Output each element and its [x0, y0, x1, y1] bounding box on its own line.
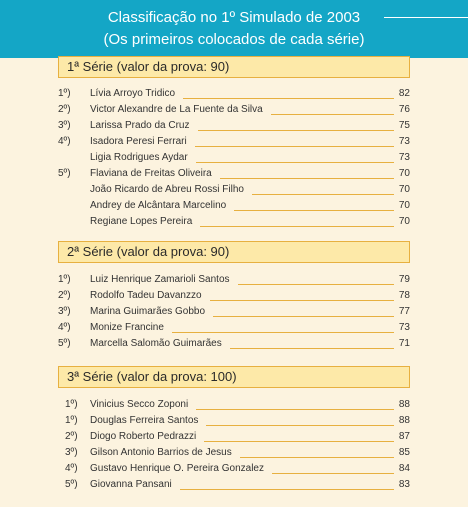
leader-line: [200, 226, 394, 227]
leader-line: [198, 130, 394, 131]
score-value: 73: [398, 322, 410, 333]
rank-label: 1º): [65, 399, 78, 410]
ranking-row: [0, 305, 468, 321]
ranking-row: [0, 183, 468, 199]
section-header-1: [58, 56, 410, 78]
student-name: João Ricardo de Abreu Rossi Filho: [90, 184, 244, 195]
score-value: 83: [398, 479, 410, 490]
section-header-3: [58, 366, 410, 388]
leader-line: [206, 425, 394, 426]
score-value: 85: [398, 447, 410, 458]
ranking-row: [0, 273, 468, 289]
rank-label: 2º): [58, 104, 71, 115]
rank-label: 2º): [65, 431, 78, 442]
leader-line: [196, 409, 394, 410]
ranking-row: [0, 151, 468, 167]
rank-label: 3º): [65, 447, 78, 458]
student-name: Flaviana de Freitas Oliveira: [90, 168, 212, 179]
leader-line: [172, 332, 394, 333]
rank-label: 1º): [65, 415, 78, 426]
ranking-row: [0, 87, 468, 103]
ranking-row: [0, 321, 468, 337]
student-name: Gustavo Henrique O. Pereira Gonzalez: [90, 463, 264, 474]
score-value: 70: [398, 184, 410, 195]
leader-line: [213, 316, 394, 317]
score-value: 70: [398, 200, 410, 211]
ranking-row: [0, 199, 468, 215]
score-value: 87: [398, 431, 410, 442]
ranking-row: [0, 478, 468, 494]
score-value: 82: [398, 88, 410, 99]
leader-line: [180, 489, 394, 490]
banner-title: Classificação no 1º Simulado de 2003: [107, 9, 361, 26]
section-title: 3ª Série (valor da prova: 100): [67, 369, 237, 384]
score-value: 78: [398, 290, 410, 301]
rank-label: 5º): [58, 338, 71, 349]
leader-line: [210, 300, 394, 301]
ranking-row: [0, 289, 468, 305]
rank-label: 4º): [65, 463, 78, 474]
rank-label: 4º): [58, 322, 71, 333]
leader-line: [272, 473, 394, 474]
student-name: Vinicius Secco Zoponi: [90, 399, 189, 410]
section-title: 1ª Série (valor da prova: 90): [67, 59, 230, 74]
rank-label: 1º): [58, 274, 71, 285]
ranking-row: [0, 337, 468, 353]
leader-line: [271, 114, 394, 115]
score-value: 71: [398, 338, 410, 349]
student-name: Marcella Salomão Guimarães: [90, 338, 222, 349]
rank-label: 5º): [58, 168, 71, 179]
student-name: Diogo Roberto Pedrazzi: [90, 431, 197, 442]
score-value: 84: [398, 463, 410, 474]
leader-line: [196, 162, 394, 163]
banner-divider: [384, 17, 468, 18]
rank-label: 2º): [58, 290, 71, 301]
student-name: Monize Francine: [90, 322, 164, 333]
score-value: 75: [398, 120, 410, 131]
section-title: 2ª Série (valor da prova: 90): [67, 244, 230, 259]
leader-line: [204, 441, 394, 442]
score-value: 79: [398, 274, 410, 285]
header-banner: [0, 0, 468, 58]
score-value: 73: [398, 136, 410, 147]
ranking-row: [0, 414, 468, 430]
student-name: Larissa Prado da Cruz: [90, 120, 190, 131]
student-name: Giovanna Pansani: [90, 479, 172, 490]
score-value: 88: [398, 415, 410, 426]
rank-label: 4º): [58, 136, 71, 147]
ranking-row: [0, 398, 468, 414]
student-name: Lívia Arroyo Tridico: [90, 88, 176, 99]
leader-line: [230, 348, 394, 349]
rank-label: 3º): [58, 306, 71, 317]
score-value: 76: [398, 104, 410, 115]
rank-label: 1º): [58, 88, 71, 99]
ranking-row: [0, 167, 468, 183]
rank-label: 3º): [58, 120, 71, 131]
student-name: Douglas Ferreira Santos: [90, 415, 199, 426]
leader-line: [238, 284, 394, 285]
ranking-row: [0, 446, 468, 462]
score-value: 70: [398, 168, 410, 179]
student-name: Regiane Lopes Pereira: [90, 216, 193, 227]
leader-line: [195, 146, 394, 147]
leader-line: [183, 98, 394, 99]
ranking-row: [0, 135, 468, 151]
ranking-row: [0, 430, 468, 446]
leader-line: [240, 457, 394, 458]
ranking-row: [0, 462, 468, 478]
rank-label: 5º): [65, 479, 78, 490]
ranking-row: [0, 103, 468, 119]
student-name: Gilson Antonio Barrios de Jesus: [90, 447, 232, 458]
score-value: 77: [398, 306, 410, 317]
score-value: 70: [398, 216, 410, 227]
student-name: Ligia Rodrigues Aydar: [90, 152, 188, 163]
banner-subtitle: (Os primeiros colocados de cada série): [103, 31, 365, 48]
leader-line: [234, 210, 394, 211]
student-name: Luiz Henrique Zamarioli Santos: [90, 274, 230, 285]
student-name: Marina Guimarães Gobbo: [90, 306, 206, 317]
ranking-row: [0, 119, 468, 135]
ranking-row: [0, 215, 468, 231]
student-name: Isadora Peresi Ferrari: [90, 136, 187, 147]
student-name: Victor Alexandre de La Fuente da Silva: [90, 104, 263, 115]
leader-line: [252, 194, 394, 195]
score-value: 88: [398, 399, 410, 410]
student-name: Andrey de Alcântara Marcelino: [90, 200, 227, 211]
score-value: 73: [398, 152, 410, 163]
section-header-2: [58, 241, 410, 263]
leader-line: [220, 178, 394, 179]
student-name: Rodolfo Tadeu Davanzzo: [90, 290, 202, 301]
